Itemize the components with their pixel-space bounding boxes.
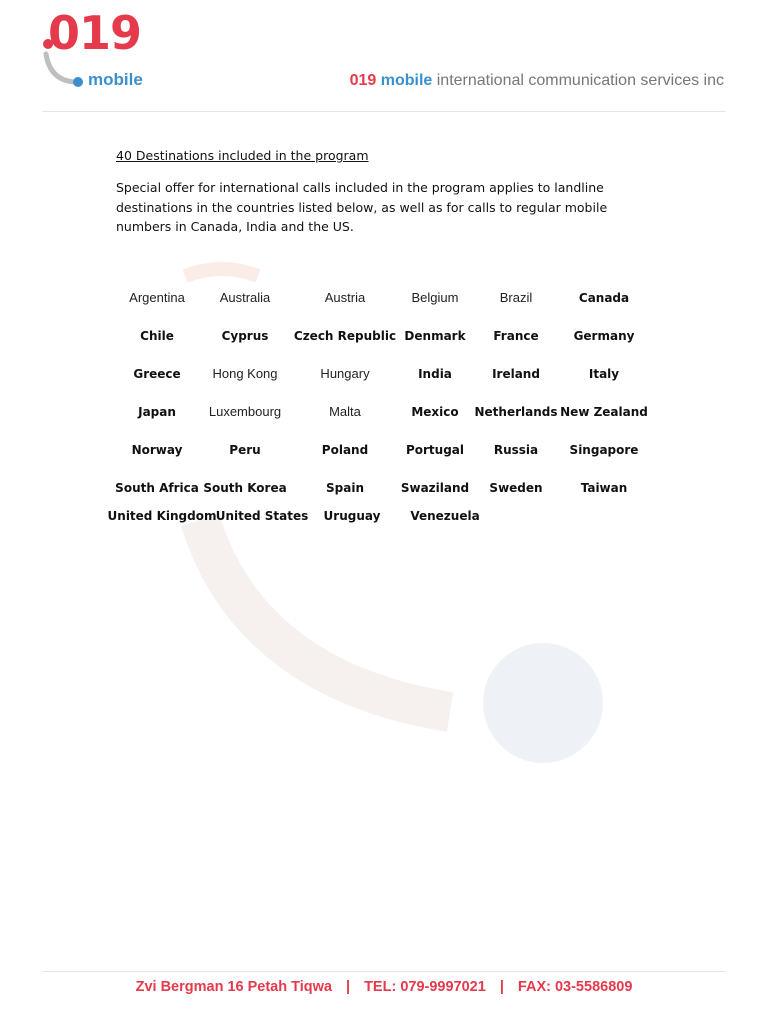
- country-item: Italy: [588, 367, 620, 381]
- country-item: Netherlands: [474, 405, 558, 419]
- tagline-text: international communication services inc: [436, 72, 724, 89]
- country-item: Greece: [133, 367, 181, 381]
- country-item: Mexico: [411, 405, 459, 419]
- country-item: Peru: [229, 443, 261, 457]
- country-item: Malta: [329, 404, 361, 419]
- footer-contact: [0, 979, 768, 995]
- country-item: Luxembourg: [208, 404, 282, 419]
- country-item: Austria: [324, 290, 366, 305]
- country-item: South Korea: [203, 481, 287, 495]
- footer-separator: |: [499, 979, 504, 995]
- country-item: Norway: [131, 443, 183, 457]
- tagline-brand: mobile: [380, 72, 433, 89]
- footer-fax: FAX: 03-5586809: [517, 979, 633, 995]
- country-item: Belgium: [411, 290, 459, 305]
- footer-divider: [42, 971, 726, 972]
- country-item: Portugal: [405, 443, 465, 457]
- footer-address: Zvi Bergman 16 Petah Tiqwa: [135, 979, 332, 995]
- country-item: Venezuela: [410, 509, 480, 523]
- country-item: Russia: [493, 443, 539, 457]
- country-item: Cyprus: [221, 329, 269, 343]
- logo-number: 019: [48, 6, 142, 60]
- country-item: Hungary: [320, 366, 370, 381]
- country-item: Ireland: [492, 367, 540, 381]
- country-item: Japan: [138, 405, 176, 419]
- header-tagline: [350, 72, 724, 90]
- country-item: Denmark: [404, 329, 466, 343]
- country-item: Uruguay: [323, 509, 381, 523]
- header-divider: [42, 111, 726, 112]
- country-item: Germany: [573, 329, 635, 343]
- country-item: Poland: [321, 443, 369, 457]
- tagline-number: 019: [349, 72, 377, 89]
- country-item: United Kingdom: [107, 509, 217, 523]
- country-item: Spain: [326, 481, 364, 495]
- country-item: France: [493, 329, 539, 343]
- country-item: Australia: [219, 290, 271, 305]
- country-item: Chile: [140, 329, 174, 343]
- country-item: Hong Kong: [212, 366, 278, 381]
- country-item: New Zealand: [560, 405, 648, 419]
- country-item: Czech Republic: [293, 329, 397, 343]
- country-item: South Africa: [115, 481, 199, 495]
- footer-phone: TEL: 079-9997021: [364, 979, 486, 995]
- country-item: Sweden: [489, 481, 543, 495]
- country-item: Singapore: [569, 443, 639, 457]
- intro-paragraph: Special offer for international calls included in the program applies to landline destinations in the countries listed below, as well as for calls to regular mobile numbers in Canada, India and the US.: [116, 180, 608, 234]
- country-item: Canada: [578, 291, 630, 305]
- logo-word: mobile: [88, 70, 143, 89]
- country-item: India: [418, 367, 452, 381]
- country-item: United States: [215, 509, 309, 523]
- footer-separator: |: [345, 979, 351, 995]
- country-item: Swaziland: [400, 481, 470, 495]
- country-item: Taiwan: [580, 481, 628, 495]
- page-title: 40 Destinations included in the program: [116, 148, 369, 163]
- country-item: Brazil: [499, 290, 533, 305]
- country-item: Argentina: [129, 290, 185, 305]
